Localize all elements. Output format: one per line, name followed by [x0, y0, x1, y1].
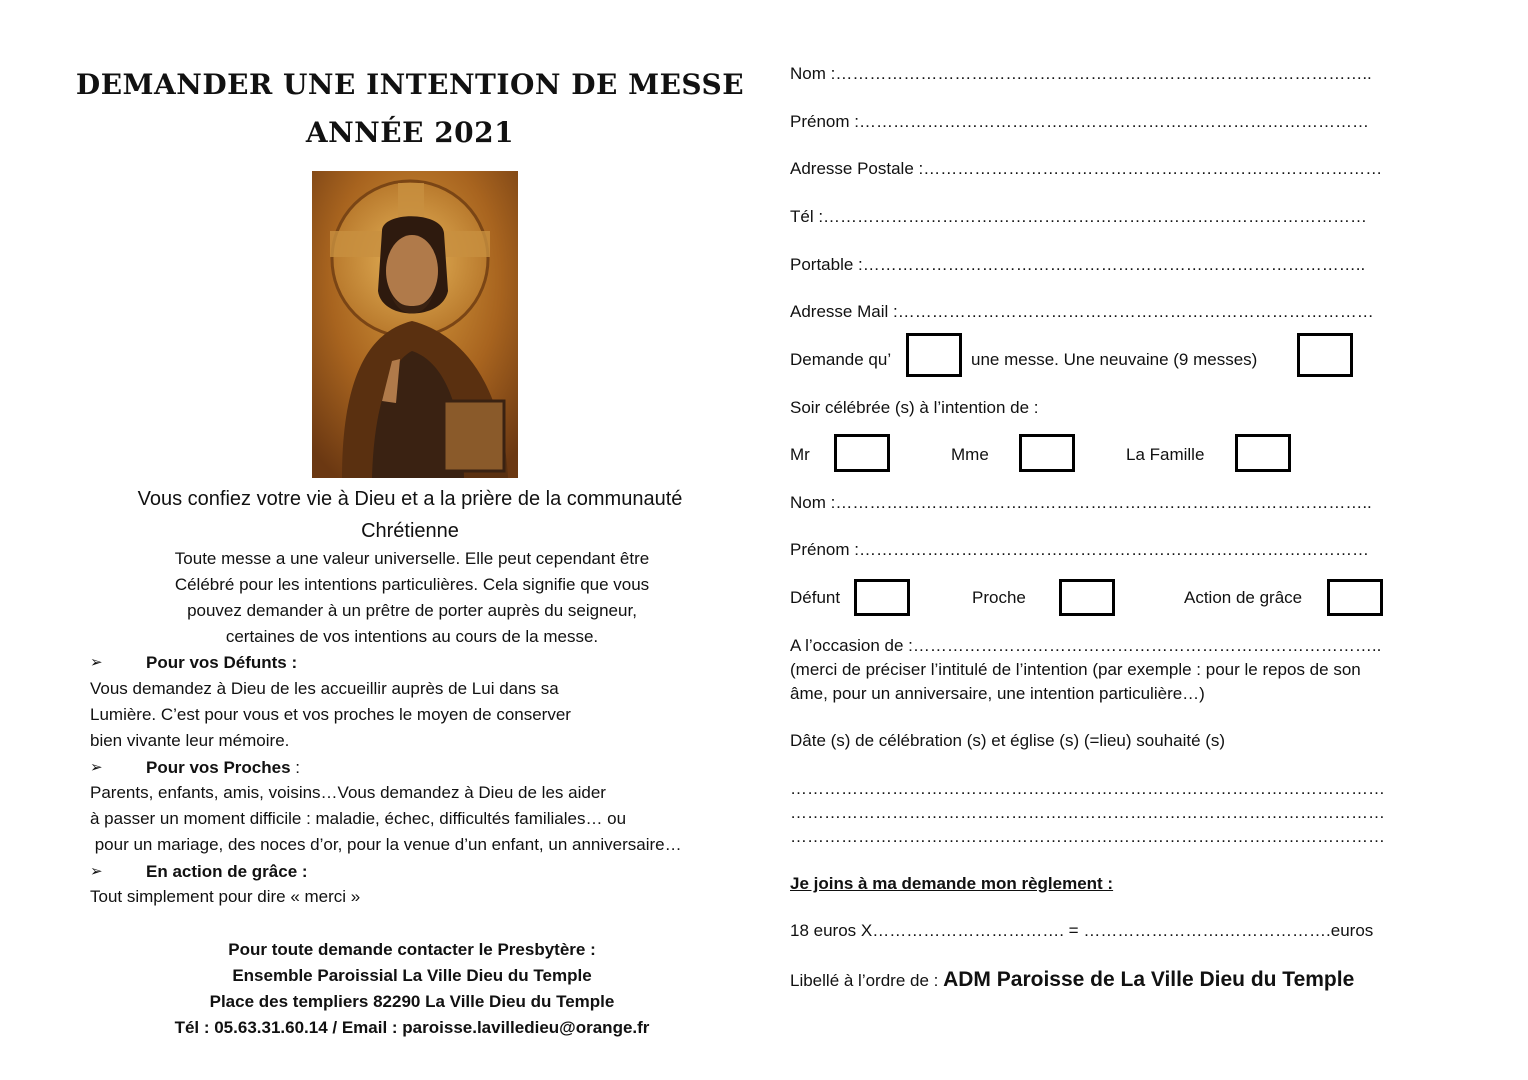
- section-title-proches: Pour vos Proches: [146, 758, 291, 777]
- paragraph-line: Toute messe a une valeur universelle. Elle peut cependant être: [174, 549, 650, 568]
- field-prenom-beneficiaire[interactable]: Prénom :………………………………………………………………………………: [790, 540, 1369, 559]
- celebree-label: Soir célébrée (s) à l’intention de :: [790, 398, 1039, 417]
- field-nom[interactable]: Nom :…………………………………………………………………………………..: [790, 64, 1372, 83]
- text-line: bien vivante leur mémoire.: [90, 731, 290, 750]
- arrow-bullet-icon: ➢: [90, 654, 103, 671]
- checkbox-mme[interactable]: [1019, 434, 1075, 472]
- field-nom-beneficiaire[interactable]: Nom :…………………………………………………………………………………..: [790, 493, 1372, 512]
- section-title-defunts: Pour vos Défunts :: [146, 653, 298, 672]
- section-text-grace: Tout simplement pour dire « merci »: [90, 887, 361, 906]
- bullet-defunts: [90, 653, 740, 675]
- libelle-label: Libellé à l’ordre de :: [790, 971, 944, 990]
- checkbox-action-grace[interactable]: [1327, 579, 1383, 616]
- section-title-colon: :: [290, 758, 301, 777]
- text-line: pour un mariage, des noces d’or, pour la venue d’un enfant, un anniversaire…: [90, 835, 682, 854]
- arrow-bullet-icon: ➢: [90, 759, 103, 776]
- field-tel[interactable]: Tél :……………………………………………………………………………………: [790, 207, 1368, 226]
- action-grace-label: Action de grâce: [1184, 588, 1303, 607]
- bullet-proches: [90, 758, 740, 780]
- dates-field-line-2[interactable]: ……………………………………………………………………………………………: [790, 803, 1385, 822]
- defunt-label: Défunt: [790, 588, 841, 607]
- mme-label: Mme: [951, 445, 989, 464]
- field-montant-euros[interactable]: 18 euros X……………………………. = …………………….……………….euros: [790, 921, 1374, 940]
- paragraph-line: pouvez demander à un prêtre de porter auprès du seigneur,: [187, 601, 637, 620]
- text-line: Lumière. C’est pour vous et vos proches le moyen de conserver: [90, 705, 571, 724]
- intro-line-2: Chrétienne: [361, 520, 459, 542]
- arrow-bullet-icon: ➢: [90, 863, 103, 880]
- proche-label: Proche: [972, 588, 1026, 607]
- occasion-note-line-2: âme, pour un anniversaire, une intention particulière…): [790, 684, 1205, 703]
- checkbox-la-famille[interactable]: [1235, 434, 1291, 472]
- field-adresse-mail[interactable]: Adresse Mail :…………………………………………………………………………: [790, 302, 1374, 321]
- page-subtitle-year: ANNÉE 2021: [305, 116, 515, 149]
- contact-block: [60, 937, 764, 1041]
- libelle-line: [790, 968, 1354, 992]
- field-adresse-postale[interactable]: Adresse Postale :………………………………………………………………………: [790, 159, 1383, 178]
- christ-mosaic-image: [312, 171, 518, 478]
- section-text-defunts: [90, 676, 770, 754]
- mr-label: Mr: [790, 445, 810, 464]
- section-text-proches: [90, 780, 770, 858]
- occasion-note-line-1: (merci de préciser l’intitulé de l’intention (par exemple : pour le repos de son: [790, 660, 1361, 679]
- bullet-grace: [90, 862, 740, 884]
- reglement-heading: Je joins à ma demande mon règlement :: [790, 874, 1114, 893]
- field-portable[interactable]: Portable :……………………………………………………………………………..: [790, 255, 1366, 274]
- section-title-proches-wrap: [146, 758, 300, 778]
- contact-line: Place des templiers 82290 La Ville Dieu du Temple: [209, 992, 615, 1011]
- paragraph-line: certaines de vos intentions au cours de la messe.: [225, 627, 599, 646]
- dates-field-line-3[interactable]: ……………………………………………………………………………………………: [790, 827, 1385, 846]
- intro-paragraph: [60, 546, 764, 650]
- dates-label: Dâte (s) de célébration (s) et église (s) (=lieu) souhaité (s): [790, 731, 1226, 750]
- text-line: à passer un moment difficile : maladie, échec, difficultés familiales… ou: [90, 809, 627, 828]
- checkbox-mr[interactable]: [834, 434, 890, 472]
- libelle-beneficiary: ADM Paroisse de La Ville Dieu du Temple: [943, 968, 1355, 991]
- demande-options-label: une messe. Une neuvaine (9 messes): [971, 350, 1258, 369]
- checkbox-proche[interactable]: [1059, 579, 1115, 616]
- demande-label: Demande qu’: [790, 350, 892, 369]
- field-occasion[interactable]: A l’occasion de :………………………………………………………………………..: [790, 636, 1382, 655]
- section-title-grace: En action de grâce :: [146, 862, 308, 881]
- intro-line-1: Vous confiez votre vie à Dieu et a la prière de la communauté: [137, 488, 683, 510]
- contact-line: Ensemble Paroissial La Ville Dieu du Temple: [232, 966, 592, 985]
- contact-line: Tél : 05.63.31.60.14 / Email : paroisse.lavilledieu@orange.fr: [174, 1018, 650, 1037]
- field-prenom[interactable]: Prénom :………………………………………………………………………………: [790, 112, 1369, 131]
- page-title: DEMANDER UNE INTENTION DE MESSE: [75, 68, 745, 101]
- famille-label: La Famille: [1126, 445, 1205, 464]
- checkbox-une-messe[interactable]: [906, 333, 962, 377]
- paragraph-line: Célébré pour les intentions particulières. Cela signifie que vous: [174, 575, 650, 594]
- dates-field-line-1[interactable]: ……………………………………………………………………………………………: [790, 779, 1385, 798]
- checkbox-defunt[interactable]: [854, 579, 910, 616]
- checkbox-neuvaine[interactable]: [1297, 333, 1353, 377]
- text-line: Vous demandez à Dieu de les accueillir auprès de Lui dans sa: [90, 679, 559, 698]
- contact-line: Pour toute demande contacter le Presbytère :: [228, 940, 596, 959]
- text-line: Parents, enfants, amis, voisins…Vous demandez à Dieu de les aider: [90, 783, 606, 802]
